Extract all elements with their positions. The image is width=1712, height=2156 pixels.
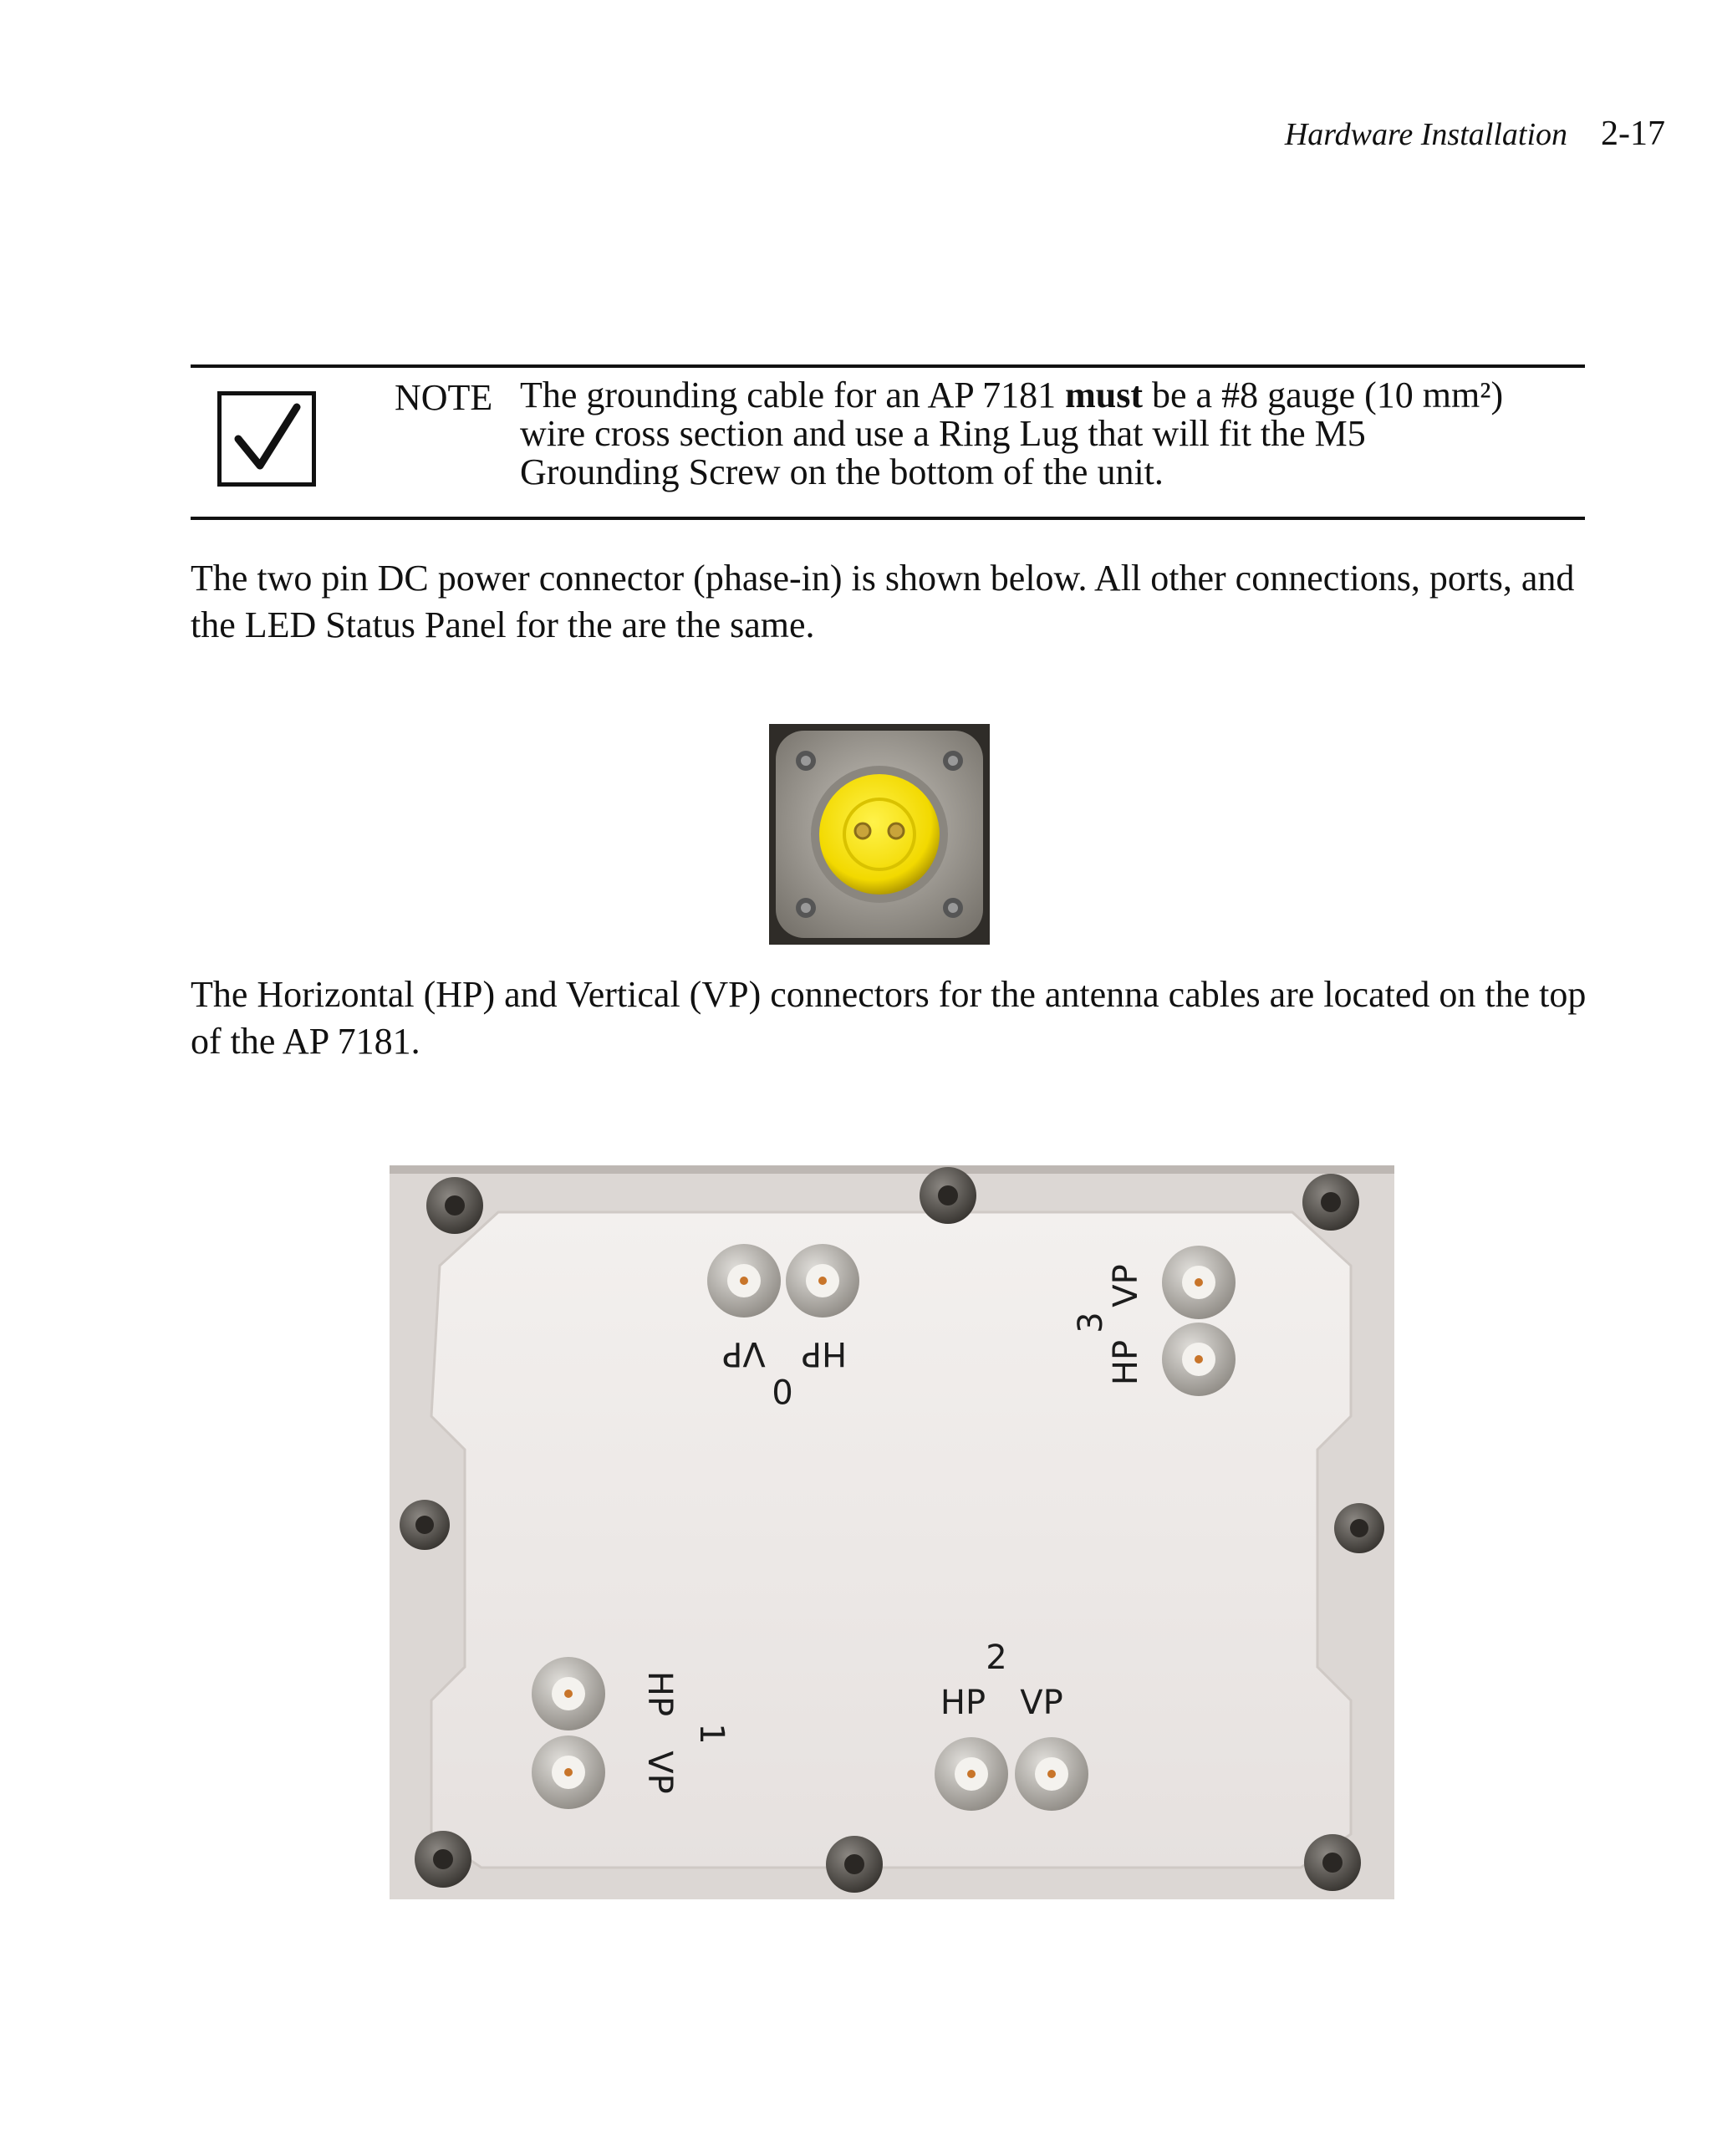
- label-radio-0: 0: [772, 1371, 793, 1409]
- note-callout: [191, 364, 1585, 520]
- page-number: 2-17: [1601, 115, 1665, 153]
- label-2-hp: HP: [940, 1684, 986, 1722]
- note-text: [520, 376, 1523, 492]
- label-radio-1: 1: [692, 1723, 731, 1745]
- screw: [826, 1836, 883, 1893]
- connector-2-vp: [1015, 1737, 1088, 1811]
- label-3-hp: HP: [1107, 1339, 1145, 1386]
- screw: [1304, 1834, 1361, 1891]
- screw: [415, 1831, 471, 1888]
- label-0-hp: HP: [801, 1334, 848, 1373]
- screw: [400, 1500, 450, 1550]
- label-1-hp: HP: [640, 1670, 679, 1717]
- connector-1-vp: [532, 1736, 605, 1809]
- screw: [920, 1167, 976, 1224]
- screw: [1334, 1503, 1384, 1553]
- note-emphasis: must: [1065, 375, 1144, 415]
- label-radio-3: 3: [1072, 1312, 1110, 1333]
- connector-0-vp: [707, 1244, 781, 1318]
- dc-power-connector-photo: [769, 724, 990, 945]
- page-header: [1285, 114, 1665, 154]
- note-text-part: be a #8 gauge (10 mm²) wire cross section and use a Ring Lug that will fit the M5 Grounding Screw on the bottom of the unit.: [520, 375, 1504, 492]
- label-1-vp: VP: [640, 1751, 679, 1794]
- label-3-vp: VP: [1107, 1264, 1145, 1307]
- connector-0-hp: [786, 1244, 859, 1318]
- connector-3-vp: [1162, 1246, 1236, 1319]
- label-2-vp: VP: [1020, 1684, 1063, 1722]
- screw: [426, 1177, 483, 1234]
- section-title: Hardware Installation: [1284, 117, 1567, 152]
- connector-1-hp: [532, 1657, 605, 1730]
- antenna-connector-paragraph: The Horizontal (HP) and Vertical (VP) connectors for the antenna cables are located on the top of the AP 7181.: [191, 974, 1587, 1062]
- label-radio-2: 2: [986, 1639, 1007, 1677]
- connector-2-hp: [935, 1737, 1008, 1811]
- checkmark-icon: [217, 391, 316, 487]
- connector-3-hp: [1162, 1323, 1236, 1396]
- ap7181-top-photo: [390, 1165, 1394, 1899]
- note-text-part: The grounding cable for an AP 7181: [520, 375, 1066, 415]
- power-connector-paragraph: The two pin DC power connector (phase-in) is shown below. All other connections, ports, and the LED Status Panel for the are the same.: [191, 558, 1575, 645]
- label-0-vp: VP: [722, 1334, 766, 1373]
- note-label: NOTE: [395, 377, 493, 418]
- screw: [1302, 1174, 1359, 1231]
